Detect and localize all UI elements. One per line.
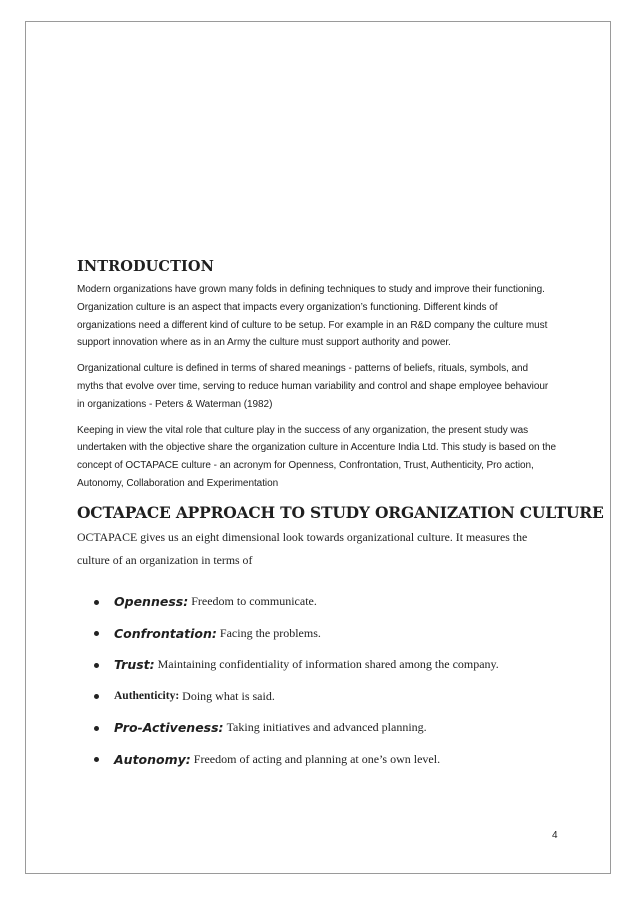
trait-description: Maintaining confidentiality of information shared among the company. <box>157 657 499 672</box>
bullet-icon <box>94 694 99 699</box>
list-item <box>77 617 557 649</box>
list-item <box>77 586 557 618</box>
list-item <box>77 649 557 681</box>
bullet-icon <box>94 757 99 762</box>
trait-term: Confrontation: <box>114 625 217 641</box>
introduction-paragraph-2: Organizational culture is defined in terms of shared meanings - patterns of beliefs, rituals, symbols, and myths that evolve over time, serving to reduce human variability and control and shape employee behaviour in organizations - Peters & Waterman (1982) <box>77 363 549 410</box>
page-content <box>77 258 604 775</box>
trait-description: Facing the problems. <box>219 625 321 640</box>
bullet-icon <box>94 663 99 668</box>
trait-term: Autonomy: <box>114 751 191 767</box>
trait-term: Authenticity: <box>114 690 180 703</box>
trait-description: Freedom to communicate. <box>191 594 317 609</box>
bullet-icon <box>94 600 99 605</box>
trait-description: Doing what is said. <box>182 688 275 703</box>
bullet-icon <box>94 726 99 731</box>
introduction-heading: INTRODUCTION <box>77 258 214 275</box>
page-number: 4 <box>552 830 558 841</box>
trait-term: Pro-Activeness: <box>114 720 224 736</box>
trait-term: Openness: <box>114 594 189 610</box>
octapace-trait-list <box>77 586 557 775</box>
list-item <box>77 743 557 775</box>
list-item <box>77 712 557 744</box>
trait-description: Taking initiatives and advanced planning. <box>226 720 427 735</box>
bullet-icon <box>94 631 99 636</box>
list-item <box>77 680 557 712</box>
introduction-paragraph-3: Keeping in view the vital role that culture play in the success of any organization, the present study was undertaken with the objective share the organization culture in Accenture India Ltd. This study is based on the concept of OCTAPACE culture - an acronym for Openness, Confrontation, Trust, Authenticity, Pro action, Autonomy, Collaboration and Experimentation <box>77 424 557 489</box>
trait-term: Trust: <box>114 657 155 673</box>
trait-description: Freedom of acting and planning at one’s own level. <box>193 751 441 766</box>
introduction-paragraph-1: Modern organizations have grown many folds in defining techniques to study and improve their functioning. Organization culture is an aspect that impacts every organization’s functioning. Different kinds of organizations need a different kind of culture to be setup. For example in an R&D company the culture must support innovation where as in an Army the culture must support authority and power. <box>77 284 548 349</box>
octapace-intro: OCTAPACE gives us an eight dimensional look towards organizational culture. It measures the culture of an organization in terms of <box>77 529 528 567</box>
octapace-heading: OCTAPACE APPROACH TO STUDY ORGANIZATION CULTURE <box>77 502 604 522</box>
